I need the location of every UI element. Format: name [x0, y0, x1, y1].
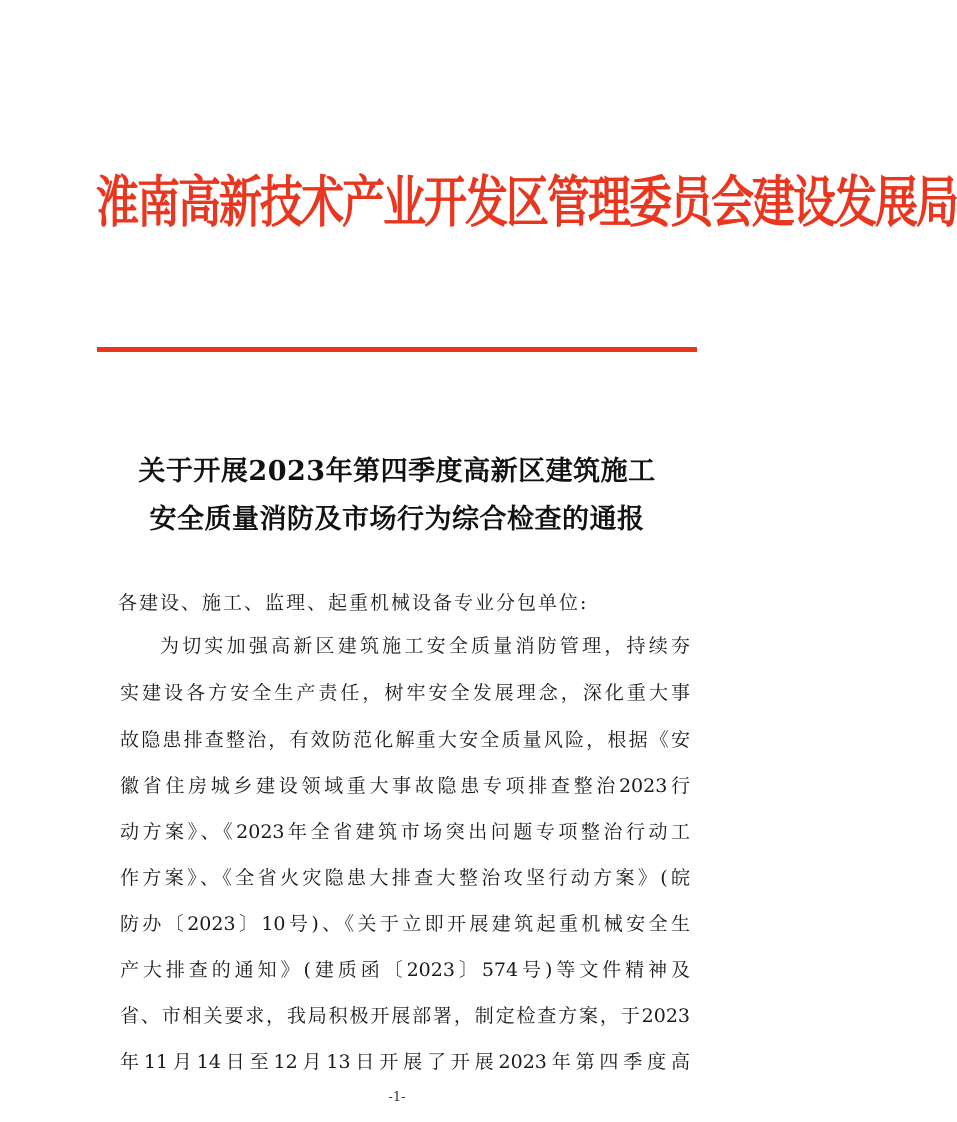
document-title-line-2: 安全质量消防及市场行为综合检查的通报: [149, 504, 645, 535]
addressee: 各建设、施工、监理、起重机械设备专业分包单位:: [118, 592, 589, 614]
page-number: -1-: [388, 1090, 406, 1105]
body-line: 产大排查的通知》(建质函〔2023〕574号)等文件精神及: [120, 959, 690, 981]
body-line: 实建设各方安全生产责任，树牢安全发展理念，深化重大事: [120, 682, 690, 704]
body-line: 徽省住房城乡建设领域重大事故隐患专项排查整治2023行: [120, 775, 690, 797]
body-line: 年11月14日至12月13日开展了开展2023年第四季度高: [120, 1051, 690, 1073]
body-line: 故隐患排查整治，有效防范化解重大安全质量风险，根据《安: [120, 729, 690, 751]
body-line: 省、市相关要求，我局积极开展部署，制定检查方案，于2023: [120, 1005, 690, 1027]
body-line: 为切实加强高新区建筑施工安全质量消防管理，持续夯: [160, 635, 690, 657]
body-line: 动方案》、《2023年全省建筑市场突出问题专项整治行动工: [120, 821, 690, 843]
document-title-line-1: 关于开展2023年第四季度高新区建筑施工: [138, 456, 656, 487]
letterhead-org-name: 淮南高新技术产业开发区管理委员会建设发展局: [96, 170, 957, 236]
body-line: 防办〔2023〕10号)、《关于立即开展建筑起重机械安全生: [120, 913, 690, 935]
letterhead-divider: [97, 347, 697, 352]
body-line: 作方案》、《全省火灾隐患大排查大整治攻坚行动方案》(皖: [120, 867, 690, 889]
